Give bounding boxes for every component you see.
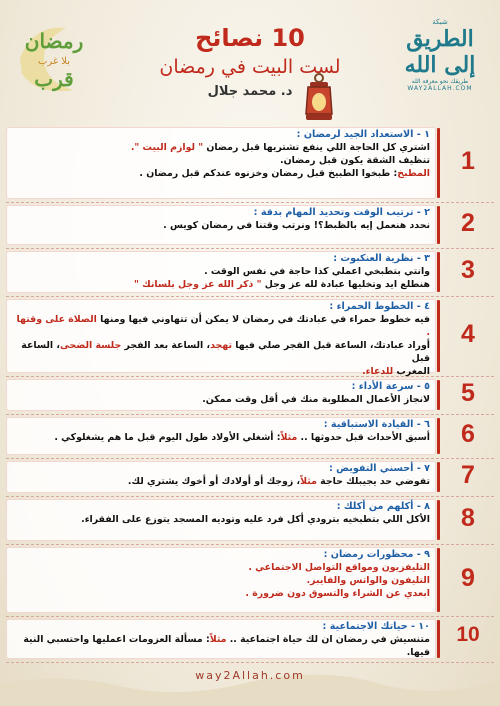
tip-row	[6, 544, 494, 617]
tip-segment: وانتي بتطبخي اعملي كذا حاجة في نفس الوقت .	[204, 266, 430, 277]
tip-segment: نحدد هنعمل إيه بالظبط؟! ونرتب وقتنا في رمضان كويس .	[163, 220, 430, 231]
tip-heading: ٤ - الخطوط الحمراء :	[329, 301, 430, 312]
tip-divider	[437, 300, 440, 372]
tip-line	[12, 513, 430, 526]
tip-heading: ٦ - القيادة الاستباقية :	[323, 419, 430, 430]
tip-number: 1	[461, 147, 475, 175]
tip-segment: الأكل اللي بتطبخيه بترودي أكل فرد عليه وتوديه المسجد يتوزع على الفقراء.	[81, 514, 430, 525]
tip-highlight: المطبخ	[397, 168, 430, 179]
tip-line	[12, 167, 430, 180]
tip-line	[12, 278, 430, 291]
tip-segment: ، زوجك أو أولادك أو أخوك يشتري لك.	[127, 476, 301, 487]
logo-word-1: رمضان	[24, 29, 84, 53]
tip-divider	[437, 128, 440, 198]
tip-text	[12, 500, 430, 526]
tip-divider	[437, 548, 440, 612]
brand-tagline: طريقك نحو معرفة الله	[411, 78, 469, 85]
tip-segment: اشتري كل الحاجة اللي ينفع تشتريها قبل رمضان	[203, 142, 430, 153]
tip-heading: ٣ - نظرية العنكبوت :	[333, 253, 430, 264]
tip-highlight: مثلاً	[300, 476, 317, 487]
tip-segment: أسبق الأحداث قبل حدوثها ..	[297, 432, 430, 443]
tip-text	[12, 418, 430, 444]
tip-segment: تنظيف الشقة يكون قبل رمضان.	[280, 155, 430, 166]
brand-sub: شبكة	[432, 18, 448, 26]
tip-divider	[437, 380, 440, 410]
tip-line	[12, 561, 430, 574]
page-subtitle: لست البيت في رمضان	[159, 56, 341, 78]
tip-segment: متنسيش في رمضان ان لك حياة اجتماعية ..	[226, 634, 430, 645]
tip-highlight: ابعدي عن الشراء والتسوق دون ضرورة .	[245, 588, 430, 599]
tip-segment: أوراد عبادتك، الساعة قبل الفجر صلي فيها	[231, 340, 430, 351]
tip-row	[6, 248, 494, 297]
tip-row	[6, 124, 494, 203]
tip-line	[12, 313, 430, 339]
tip-row	[6, 202, 494, 249]
tip-line	[12, 154, 430, 167]
logo-word-3: قرب	[34, 67, 74, 91]
tip-text	[12, 462, 430, 488]
author-name: د. محمد جلال	[207, 84, 293, 99]
tip-row	[6, 458, 494, 497]
tip-heading: ٥ - سرعة الأداء :	[351, 381, 430, 392]
tip-segment: تفوضي حد يجيبلك حاجة	[316, 476, 430, 487]
tip-row	[6, 496, 494, 545]
tip-heading: ١ - الاستعداد الجيد لرمضان :	[296, 129, 430, 140]
tip-segment: : مسألة العزومات اعمليها واحتسبي النية فيها.	[23, 634, 430, 658]
tip-line	[12, 393, 430, 406]
tip-text	[12, 380, 430, 406]
tip-number: 5	[461, 379, 475, 407]
tip-text	[12, 620, 430, 659]
tip-highlight: تهجد	[210, 340, 232, 351]
tip-segment: : أشغلي الأولاد طول اليوم قبل ما هم يشغلوكي .	[54, 432, 281, 443]
tip-heading: ٩ - محظورات رمضان :	[323, 549, 430, 560]
tip-line	[12, 141, 430, 154]
tip-number: 7	[461, 461, 475, 489]
tip-segment: : طبخوا الطبيخ قبل رمضان وخزنوه عندكم قبل رمضان .	[139, 168, 398, 179]
tip-text	[12, 206, 430, 232]
tip-row	[6, 616, 494, 663]
tip-highlight: جلسة الضحى	[59, 340, 122, 351]
brand-logo	[390, 18, 490, 92]
tip-segment: هنطلع ايد وتخليها عبادة لله عز وجل	[261, 279, 430, 290]
tip-row	[6, 376, 494, 415]
tip-divider	[437, 462, 440, 492]
page-title: 10 نصائح	[195, 24, 305, 52]
tip-row	[6, 414, 494, 459]
tip-line	[12, 587, 430, 600]
tip-segment: فيه خطوط حمراء في عبادتك في رمضان لا يمكن أن تتهاوني فيها ومنها	[96, 314, 430, 325]
tip-segment: ، الساعة قبل	[21, 340, 430, 364]
tip-segment: المغرب	[393, 366, 430, 377]
tip-number: 8	[461, 504, 475, 532]
tip-divider	[437, 500, 440, 540]
tip-line	[12, 633, 430, 659]
tip-number: 4	[461, 320, 475, 348]
tip-highlight: مثلاً	[280, 432, 298, 443]
tip-divider	[437, 620, 440, 658]
tip-highlight: " ذكر الله عز وجل بلسانك "	[133, 279, 262, 290]
tip-highlight: التليفزيون ومواقع التواصل الاجتماعي .	[248, 562, 430, 573]
tip-highlight: " لوازم البيت ".	[130, 142, 204, 153]
tip-number: 2	[461, 209, 475, 237]
tip-divider	[437, 418, 440, 454]
tip-divider	[437, 206, 440, 244]
brand-url: WAY2ALLAH.COM	[407, 85, 473, 92]
footer-url[interactable]: way2Allah.com	[195, 669, 305, 682]
tip-segment: ، الساعة بعد الفجر	[121, 340, 211, 351]
tip-heading: ٧ - أحسني التفويض :	[328, 463, 430, 474]
brand-name: الطريق إلى الله	[404, 26, 476, 78]
tip-line	[12, 475, 430, 488]
tip-heading: ١٠ - حياتك الاجتماعية :	[322, 621, 430, 632]
tip-line	[12, 219, 430, 232]
tip-line	[12, 574, 430, 587]
tip-number: 3	[461, 256, 475, 284]
tip-line	[12, 431, 430, 444]
tip-number: 10	[456, 623, 480, 646]
tip-highlight: التليفون والواتس والفايبر.	[306, 575, 430, 586]
ramadan-logo	[14, 18, 92, 98]
tip-heading: ٨ - أكلهم من أكلك :	[336, 501, 430, 512]
tip-number: 9	[461, 564, 475, 592]
tip-text	[12, 252, 430, 291]
logo-word-2: بلا غرب	[37, 56, 71, 67]
tip-segment: لانجاز الأعمال المطلوبة منك في أقل وقت ممكن.	[202, 394, 430, 405]
tips-list	[6, 124, 494, 662]
tip-line	[12, 265, 430, 278]
lantern-icon	[302, 72, 336, 132]
tip-text	[12, 548, 430, 600]
tip-line	[12, 339, 430, 365]
tip-text	[12, 128, 430, 180]
tip-heading: ٢ - ترتيب الوقت وتحديد المهام بدقة :	[253, 207, 430, 218]
tip-highlight: مثلاً	[209, 634, 227, 645]
tip-number: 6	[461, 420, 475, 448]
tip-row	[6, 296, 494, 377]
tip-highlight: الصلاة على وقتها .	[16, 314, 430, 338]
tip-highlight: للدعاء.	[362, 366, 394, 377]
tip-text	[12, 300, 430, 378]
tip-divider	[437, 252, 440, 292]
